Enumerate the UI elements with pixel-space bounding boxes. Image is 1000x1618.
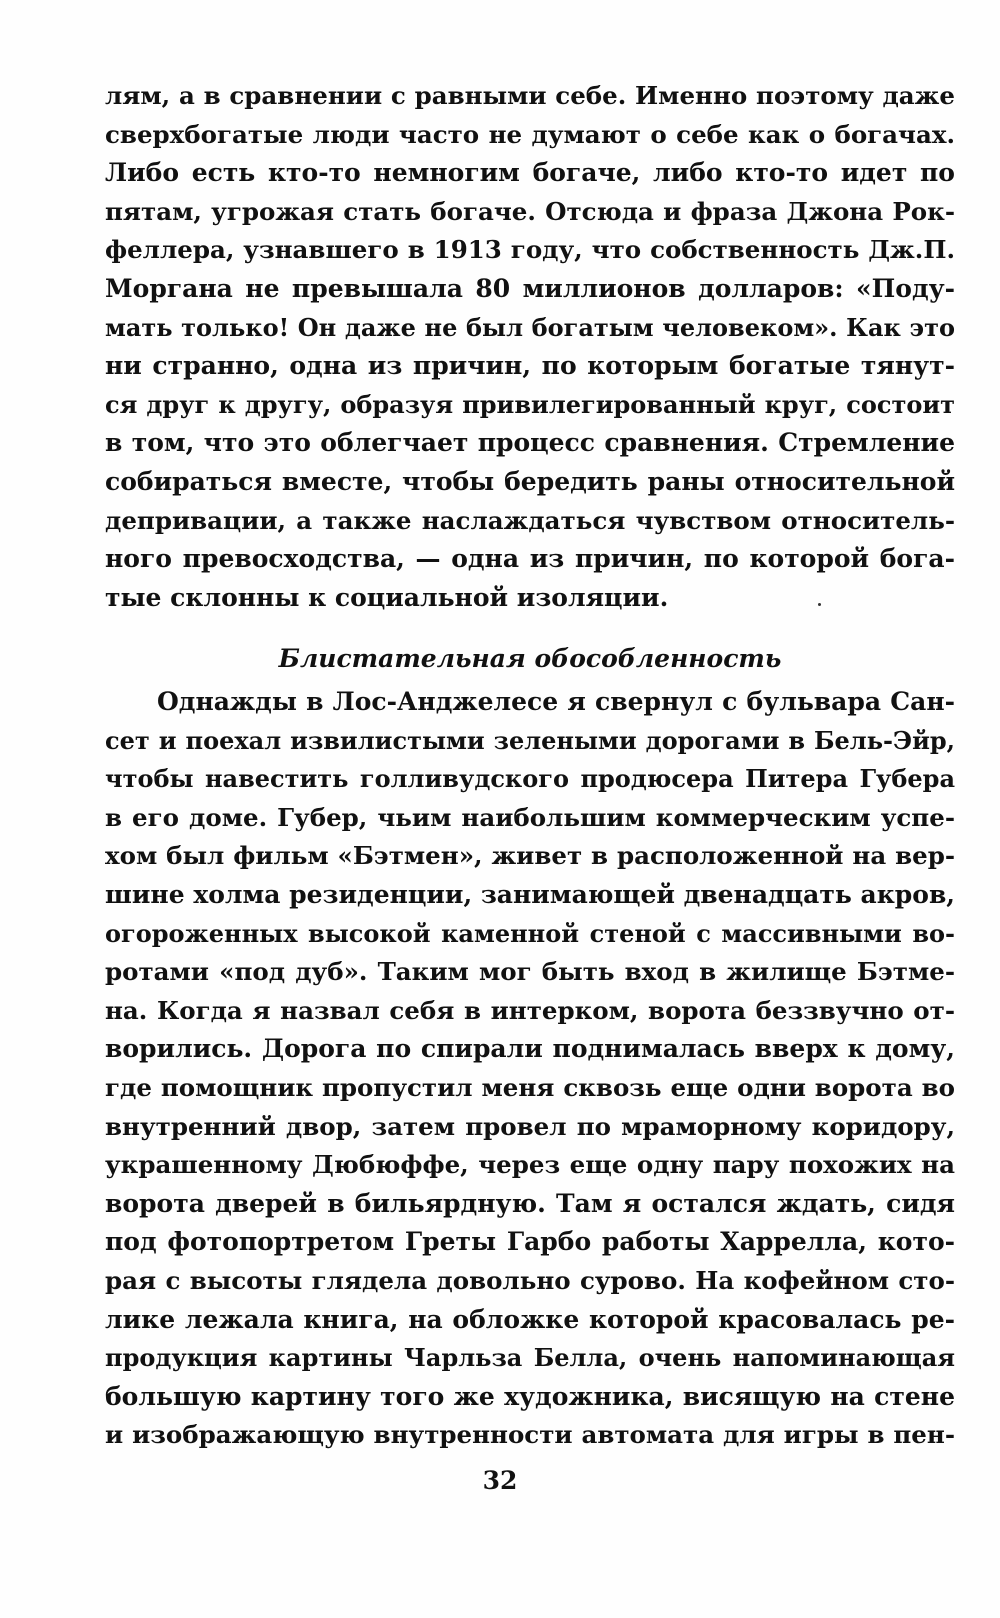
paragraph-2 (105, 683, 955, 1455)
text-line: сет и поехал извилистыми зелеными дорогами в Бель-Эйр, (105, 725, 955, 755)
text-line: ворились. Дорога по спирали поднималась вверх к дому, (105, 1034, 955, 1064)
text-line: сверхбогатые люди часто не думают о себе как о богачах. (105, 119, 955, 149)
text-line: большую картину того же художника, висящую на стене (105, 1381, 955, 1411)
text-line: ного превосходства, — одна из причин, по которой бога- (105, 544, 955, 574)
text-line: в том, что это облегчает процесс сравнения. Стремление (105, 428, 955, 458)
text-line: тые склонны к социальной изоляции. (105, 582, 669, 612)
text-line: мать только! Он даже не был богатым человеком». Как это (105, 312, 955, 342)
text-line: украшенному Дюбюффе, через еще одну пару похожих на (105, 1150, 955, 1180)
text-line: Моргана не превышала 80 миллионов долларов: «Поду- (105, 273, 955, 303)
text-line: хом был фильм «Бэтмен», живет в расположенной на вер- (105, 841, 955, 871)
text-line: Либо есть кто-то немногим богаче, либо кто-то идет по (105, 158, 955, 188)
text-line: на. Когда я назвал себя в интерком, ворота беззвучно от- (105, 995, 955, 1025)
section-heading: Блистательная обособленность (278, 644, 782, 673)
text-line: чтобы навестить голливудского продюсера Питера Губера (105, 764, 955, 794)
text-line: депривации, а также наслаждаться чувством относитель- (105, 505, 955, 535)
text-line: ворота дверей в бильярдную. Там я остался ждать, сидя (105, 1188, 955, 1218)
text-line: лям, а в сравнении с равными себе. Именно поэтому даже (105, 81, 955, 110)
text-line: пятам, угрожая стать богаче. Отсюда и фраза Джона Рок- (105, 196, 955, 226)
paragraph-1 (105, 77, 955, 617)
text-line: внутренний двор, затем провел по мраморному коридору, (105, 1111, 955, 1141)
text-line: где помощник пропустил меня сквозь еще одни ворота во (105, 1072, 955, 1102)
text-line: шине холма резиденции, занимающей двенадцать акров, (105, 879, 955, 909)
text-line: Однажды в Лос-Анджелесе я свернул с бульвара Сан- (157, 687, 955, 716)
page-number: 32 (482, 1466, 518, 1495)
text-line: ни странно, одна из причин, по которым богатые тянут- (105, 351, 955, 381)
text-line: и изображающую внутренности автомата для игры в пен- (105, 1420, 955, 1450)
text-line: ротами «под дуб». Таким мог быть вход в жилище Бэтме- (105, 957, 955, 987)
text-line: огороженных высокой каменной стеной с массивными во- (105, 918, 955, 948)
text-line: собираться вместе, чтобы бередить раны относительной (105, 466, 955, 496)
print-speck (818, 603, 821, 606)
text-line: в его доме. Губер, чьим наибольшим коммерческим успе- (105, 802, 955, 832)
text-line: ся друг к другу, образуя привилегированный круг, состоит (105, 389, 955, 419)
text-line: продукция картины Чарльза Белла, очень напоминающая (105, 1343, 955, 1373)
text-line: рая с высоты глядела довольно сурово. На кофейном сто- (105, 1265, 955, 1295)
text-line: феллера, узнавшего в 1913 году, что собственность Дж.П. (105, 235, 955, 265)
text-line: под фотопортретом Греты Гарбо работы Харрелла, кото- (105, 1227, 955, 1257)
text-line: лике лежала книга, на обложке которой красовалась ре- (105, 1304, 955, 1334)
